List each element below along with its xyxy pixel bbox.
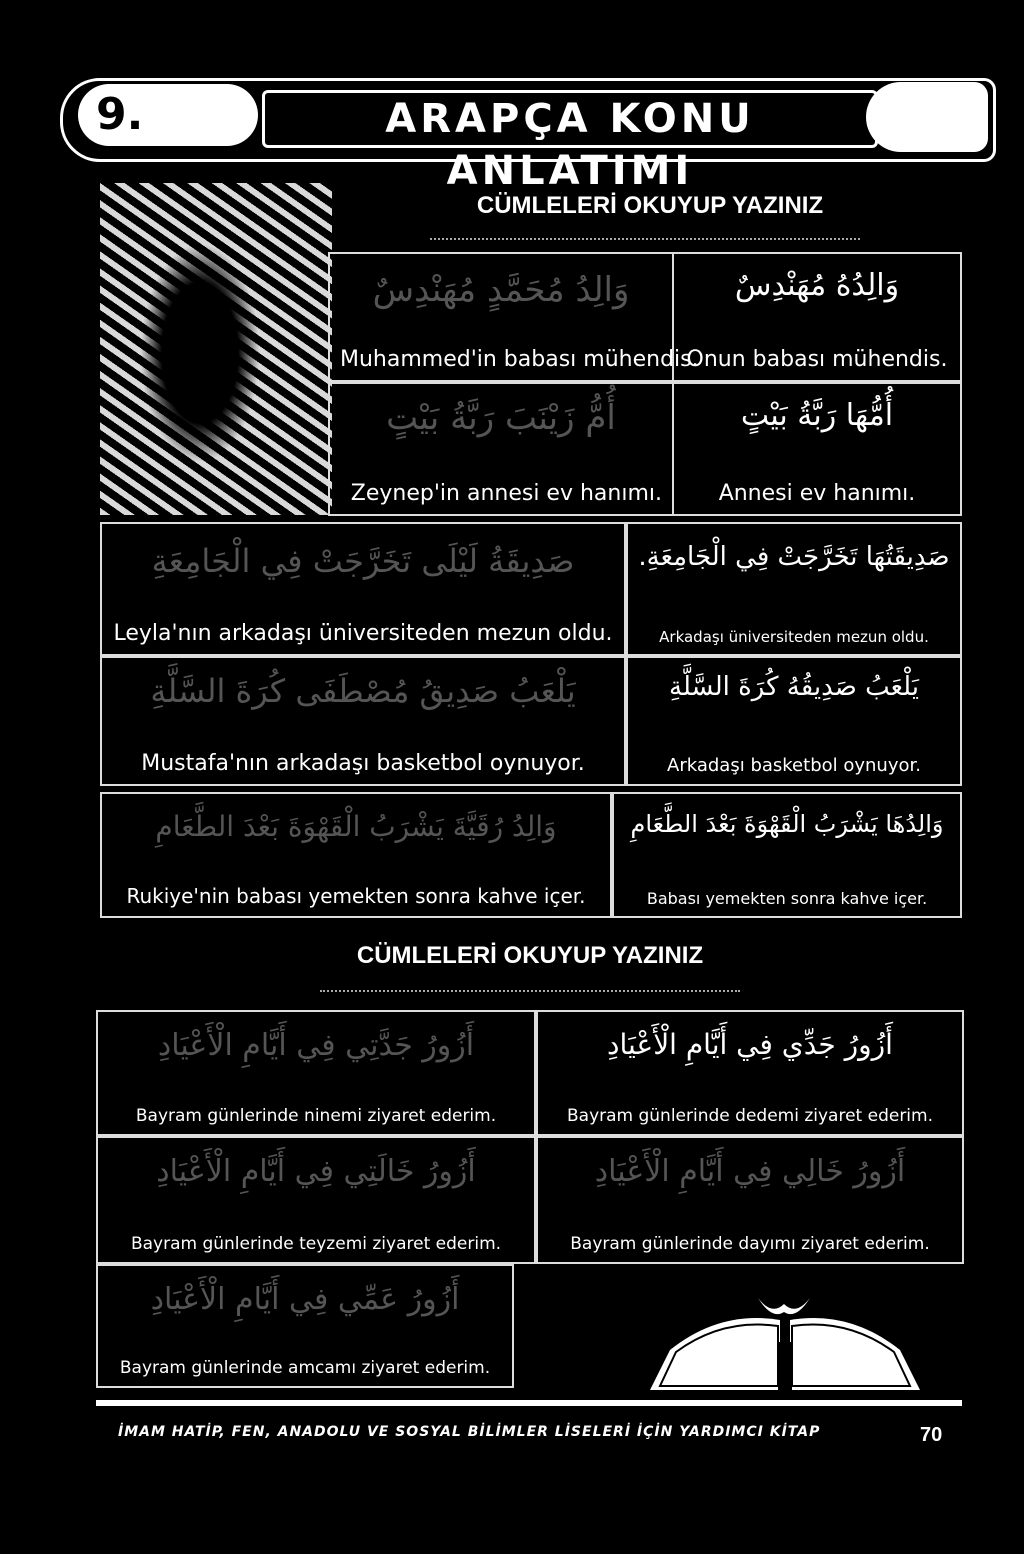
exercise-cell: [328, 382, 672, 516]
arabic-trace-text: وَالِدُ رُقَيَّةَ يَشْرَبُ الْقَهْوَةَ بَعْدَ الطَّعَامِ: [155, 810, 557, 843]
exercise-cell: [100, 656, 626, 786]
answer-cell: [672, 382, 962, 516]
answer-cell: [536, 1010, 964, 1136]
footer-text: İMAM HATİP, FEN, ANADOLU VE SOSYAL BİLİMLER LİSELERİ İÇİN YARDIMCI KİTAP: [118, 1424, 821, 1440]
translation-text: Mustafa'nın arkadaşı basketbol oynuyor.: [141, 751, 585, 776]
answer-cell: [626, 656, 962, 786]
translation-text: Leyla'nın arkadaşı üniversiteden mezun oldu.: [113, 621, 613, 646]
exercise-cell: [536, 1136, 964, 1264]
answer-cell: [672, 252, 962, 382]
translation-text: Bayram günlerinde dedemi ziyaret ederim.: [566, 1106, 933, 1126]
chapter-number: 9.: [78, 84, 258, 146]
translation-text: Bayram günlerinde teyzemi ziyaret ederim.: [130, 1234, 502, 1254]
arabic-trace-text: صَدِيقَةُ لَيْلَى تَخَرَّجَتْ فِي الْجَامِعَةِ: [151, 542, 575, 580]
arabic-trace-text: أَزُورُ خَالَتِي فِي أَيَّامِ الْأَعْيَادِ: [156, 1154, 476, 1189]
translation-text: Bayram günlerinde ninemi ziyaret ederim.: [135, 1106, 497, 1126]
arabic-trace-text: وَالِدُ مُحَمَّدٍ مُهَنْدِسٌ: [372, 270, 630, 310]
bottom-rule: [96, 1400, 962, 1406]
page-title: ARAPÇA KONU ANLATIMI: [262, 90, 878, 148]
exercise-cell: [96, 1264, 514, 1388]
exercise-cell: [100, 792, 612, 918]
answer-cell: [626, 522, 962, 656]
translation-text: Rukiye'nin babası yemekten sonra kahve içer.: [126, 884, 586, 908]
translation-text: Onun babası mühendis.: [686, 347, 948, 372]
exercise-cell: [96, 1010, 536, 1136]
answer-cell: [612, 792, 962, 918]
page-number: 70: [920, 1424, 943, 1446]
arabic-text: أَزُورُ جَدِّي فِي أَيَّامِ الْأَعْيَادِ: [607, 1028, 893, 1061]
translation-text: Arkadaşı basketbol oynuyor.: [667, 755, 921, 776]
arabic-text: أُمُّهَا رَبَّةُ بَيْتٍ: [740, 398, 894, 433]
arabic-text: وَالِدُهَا يَشْرَبُ الْقَهْوَةَ بَعْدَ الطَّعَامِ: [630, 810, 944, 838]
translation-text: Annesi ev hanımı.: [718, 481, 916, 506]
open-book-icon: [640, 1290, 930, 1400]
translation-text: Babası yemekten sonra kahve içer.: [646, 889, 928, 908]
arabic-trace-text: أُمُّ زَيْنَبَ رَبَّةُ بَيْتٍ: [386, 398, 616, 438]
translation-text: Bayram günlerinde amcamı ziyaret ederim.: [119, 1358, 491, 1378]
section2-title: CÜMLELERİ OKUYUP YAZINIZ: [356, 942, 704, 969]
exercise-cell: [328, 252, 699, 382]
translation-text: Bayram günlerinde dayımı ziyaret ederim.: [570, 1234, 930, 1254]
arabic-text: يَلْعَبُ صَدِيقُهُ كُرَةَ السَّلَّةِ: [669, 672, 919, 702]
arabic-trace-text: أَزُورُ جَدَّتِي فِي أَيَّامِ الْأَعْيَادِ: [157, 1028, 475, 1063]
section1-title: CÜMLELERİ OKUYUP YAZINIZ: [476, 192, 824, 219]
arabic-text: وَالِدُهُ مُهَنْدِسٌ: [734, 268, 900, 303]
exercise-cell: [96, 1136, 536, 1264]
title-divider: [320, 990, 740, 992]
exercise-cell: [100, 522, 626, 656]
arabic-trace-text: يَلْعَبُ صَدِيقُ مُصْطَفَى كُرَةَ السَّلَّةِ: [150, 672, 576, 710]
translation-text: Zeynep'in annesi ev hanımı.: [350, 481, 662, 506]
arabic-text: صَدِيقَتُهَا تَخَرَّجَتْ فِي الْجَامِعَةِ.: [638, 542, 950, 572]
title-divider: [430, 238, 860, 240]
arabic-trace-text: أَزُورُ خَالِي فِي أَيَّامِ الْأَعْيَادِ: [594, 1154, 906, 1189]
basketball-photo: [100, 183, 332, 515]
translation-text: Muhammed'in babası mühendis.: [340, 347, 699, 372]
banner-end-cap: [866, 82, 988, 152]
arabic-trace-text: أَزُورُ عَمِّي فِي أَيَّامِ الْأَعْيَادِ: [150, 1282, 460, 1317]
translation-text: Arkadaşı üniversiteden mezun oldu.: [659, 628, 929, 646]
